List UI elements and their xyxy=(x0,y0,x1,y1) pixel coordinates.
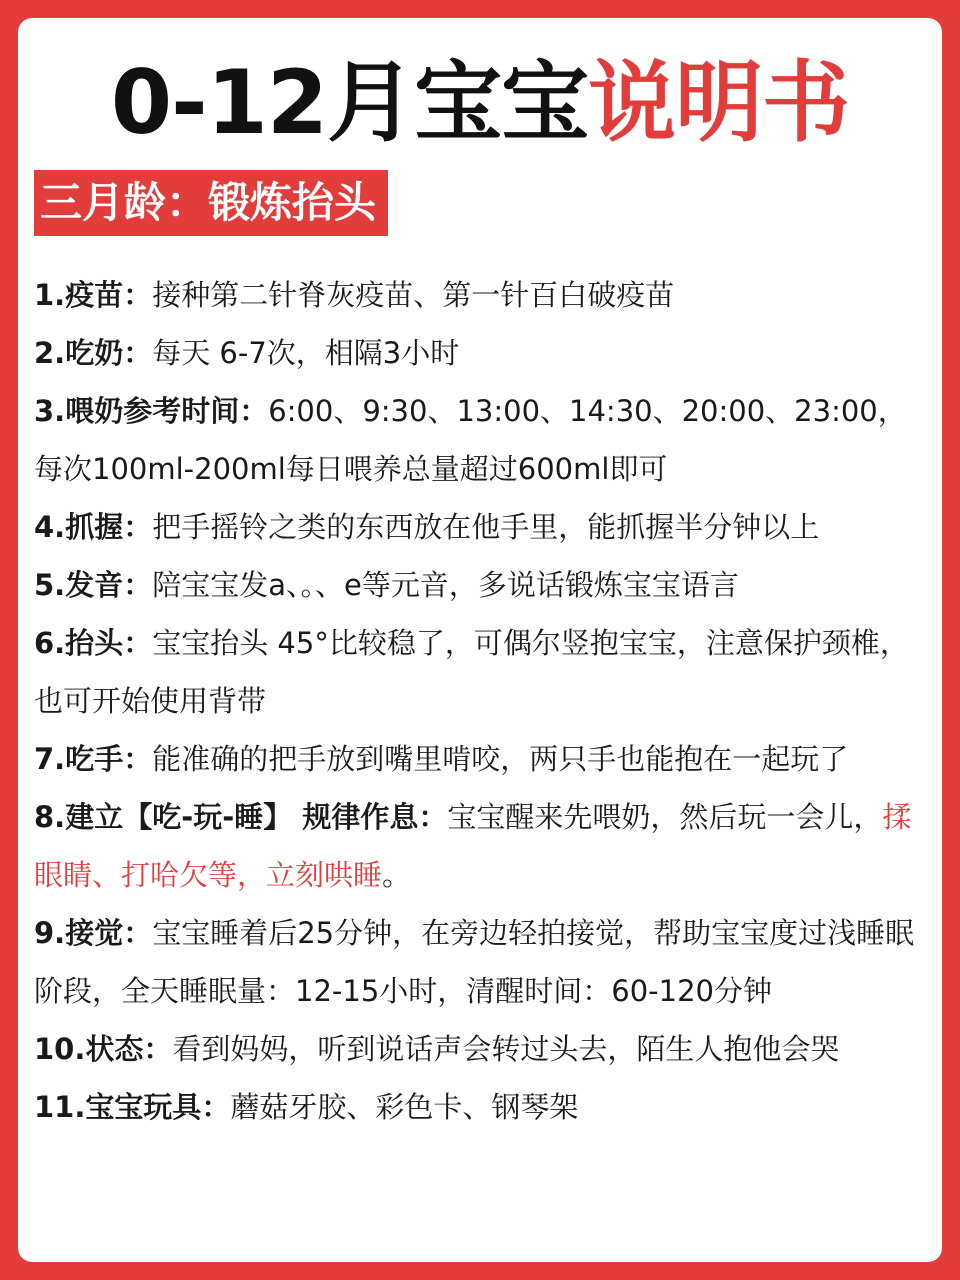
item-text: 陪宝宝发a、。、e等元音，多说话锻炼宝宝语言 xyxy=(152,568,739,602)
page-title xyxy=(18,48,942,158)
item-highlight: 揉眼睛、打哈欠等，立刻哄睡 xyxy=(34,800,912,892)
item-label: 9.接觉： xyxy=(34,916,153,950)
item-text: 宝宝醒来先喂奶，然后玩一会儿， xyxy=(447,800,883,834)
section-heading: 三月龄：锻炼抬头 xyxy=(34,170,388,236)
item-text: 宝宝睡着后25分钟，在旁边轻拍接觉，帮助宝宝度过浅睡眠阶段，全天睡眠量：12-15小时，清醒时间：60-120分钟 xyxy=(34,916,915,1008)
guide-card xyxy=(18,18,942,1262)
list-item-vocalize xyxy=(34,556,930,614)
list-item-feeding-times xyxy=(34,382,930,498)
item-label: 3.喂奶参考时间： xyxy=(34,394,269,428)
list-item-sleep-bridge xyxy=(34,904,930,1020)
item-text: 接种第二针脊灰疫苗、第一针百白破疫苗 xyxy=(152,278,675,312)
item-list xyxy=(34,266,930,1136)
item-text: 宝宝抬头 45°比较稳了，可偶尔竖抱宝宝，注意保护颈椎，也可开始使用背带 xyxy=(34,626,909,718)
item-label: 8.建立【吃-玩-睡】 规律作息： xyxy=(34,800,448,834)
item-text: 看到妈妈，听到说话声会转过头去，陌生人抱他会哭 xyxy=(172,1032,840,1066)
item-tail: 。 xyxy=(382,858,412,892)
title-main: 0-12月宝宝 xyxy=(110,51,589,154)
item-label: 1.疫苗： xyxy=(34,278,153,312)
item-label: 11.宝宝玩具： xyxy=(34,1090,231,1124)
item-label: 10.状态： xyxy=(34,1032,173,1066)
list-item-grasp xyxy=(34,498,930,556)
item-label: 2.吃奶： xyxy=(34,336,153,370)
item-text: 6:00、9:30、13:00、14:30、20:00、23:00，每次100ml-200ml每日喂养总量超过600ml即可 xyxy=(34,394,907,486)
item-text: 能准确的把手放到嘴里啃咬，两只手也能抱在一起玩了 xyxy=(152,742,849,776)
list-item-toys xyxy=(34,1078,930,1136)
list-item-vaccine xyxy=(34,266,930,324)
item-label: 6.抬头： xyxy=(34,626,153,660)
item-label: 5.发音： xyxy=(34,568,153,602)
item-label: 4.抓握： xyxy=(34,510,153,544)
list-item-feeding xyxy=(34,324,930,382)
list-item-hand-mouth xyxy=(34,730,930,788)
list-item-routine xyxy=(34,788,930,904)
list-item-status xyxy=(34,1020,930,1078)
title-accent: 说明书 xyxy=(588,51,850,154)
item-text: 每天 6-7次，相隔3小时 xyxy=(152,336,460,370)
item-text: 蘑菇牙胶、彩色卡、钢琴架 xyxy=(230,1090,579,1124)
item-text: 把手摇铃之类的东西放在他手里，能抓握半分钟以上 xyxy=(152,510,820,544)
list-item-head-lift xyxy=(34,614,930,730)
item-label: 7.吃手： xyxy=(34,742,153,776)
